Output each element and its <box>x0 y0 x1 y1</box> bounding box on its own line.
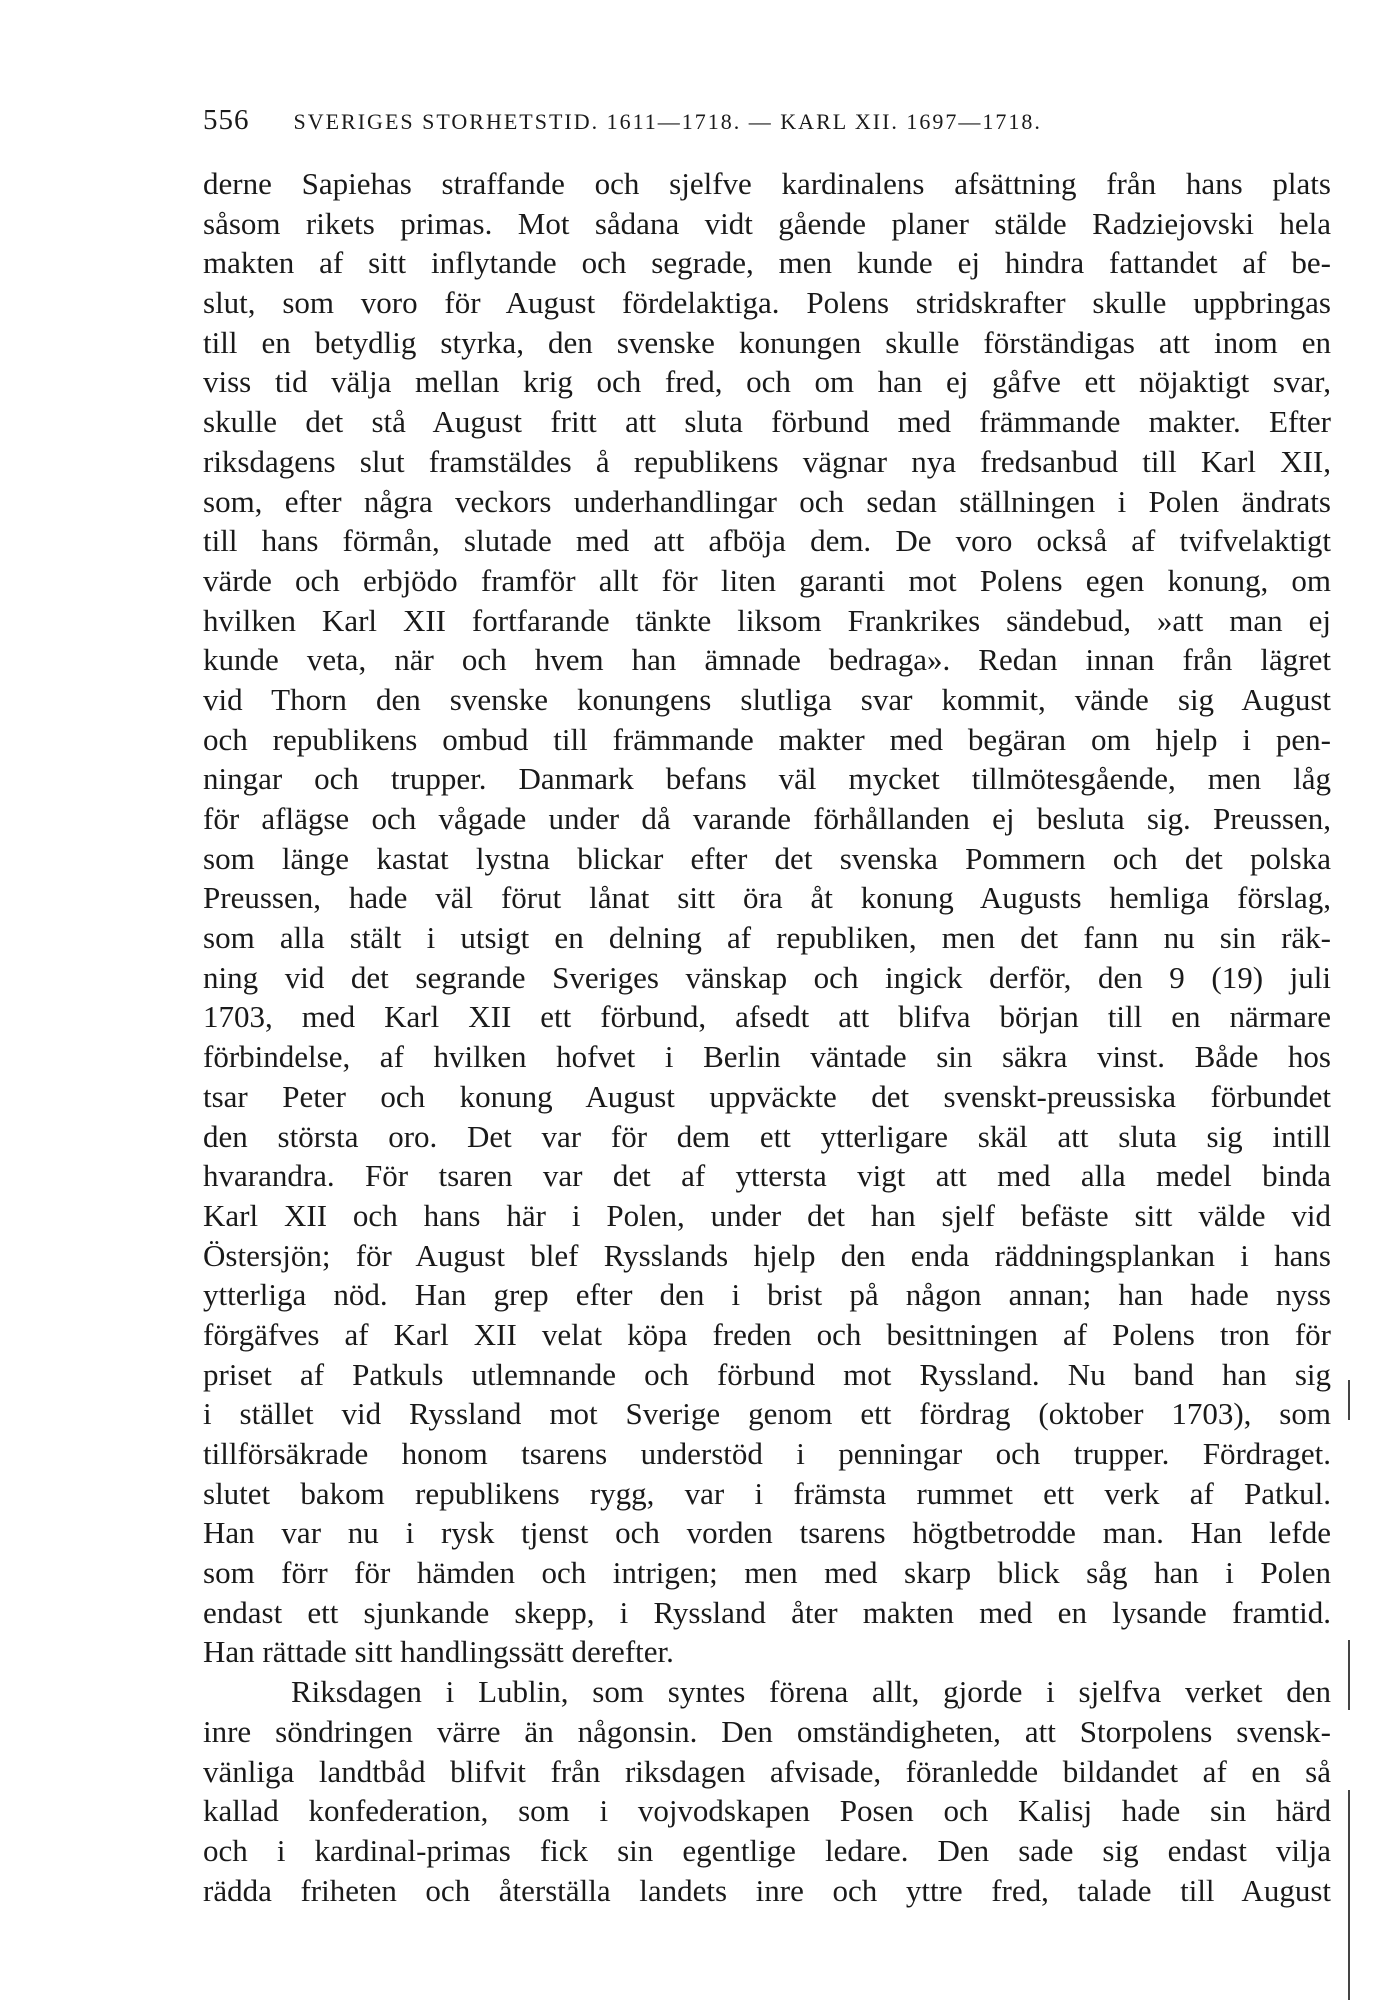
text-line: kunde veta, när och hvem han ämnade bedraga». Redan innan från lägret <box>203 642 1331 678</box>
text-line: vid Thorn den svenske konungens slutliga svar kommit, vände sig August <box>203 681 1331 717</box>
text-line: ningar och trupper. Danmark befans väl mycket tillmötesgående, men låg <box>203 761 1331 797</box>
text-line: som alla stält i utsigt en delning af republiken, men det fann nu sin räk- <box>203 920 1331 956</box>
margin-rule <box>1348 1640 1350 1710</box>
text-line: den största oro. Det var för dem ett ytterligare skäl att sluta sig intill <box>203 1118 1331 1154</box>
text-line: Preussen, hade väl förut lånat sitt öra åt konung Augusts hemliga förslag, <box>203 880 1331 916</box>
paragraph-2 <box>203 1672 1331 1910</box>
text-line: som, efter några veckors underhandlingar och sedan ställningen i Polen ändrats <box>203 483 1331 519</box>
text-line: tsar Peter och konung August uppväckte det svenskt-preussiska förbundet <box>203 1078 1331 1114</box>
text-line: viss tid välja mellan krig och fred, och om han ej gåfve ett nöjaktigt svar, <box>203 364 1331 400</box>
text-line: vänliga landtbåd blifvit från riksdagen afvisade, föranledde bildandet af en så <box>203 1753 1331 1789</box>
text-line: förbindelse, af hvilken hofvet i Berlin väntade sin säkra vinst. Både hos <box>203 1039 1331 1075</box>
body-text <box>203 164 1331 1910</box>
text-line: som länge kastat lystna blickar efter det svenska Pommern och det polska <box>203 840 1331 876</box>
text-line: Karl XII och hans här i Polen, under det han sjelf befäste sitt välde vid <box>203 1197 1331 1233</box>
text-line: 1703, med Karl XII ett förbund, afsedt att blifva början till en närmare <box>203 999 1331 1035</box>
text-line: och i kardinal-primas fick sin egentlige ledare. Den sade sig endast vilja <box>203 1832 1331 1868</box>
text-line: Han rättade sitt handlingssätt derefter. <box>203 1634 674 1670</box>
text-line: tillförsäkrade honom tsarens understöd i penningar och trupper. Fördraget. <box>203 1436 1331 1471</box>
text-line: kallad konfederation, som i vojvodskapen Posen och Kalisj hade sin härd <box>203 1793 1331 1829</box>
text-line: till en betydlig styrka, den svenske konungen skulle förständigas att inom en <box>203 324 1331 360</box>
page-number: 556 <box>203 104 250 136</box>
text-line: Östersjön; för August blef Rysslands hjelp den enda räddningsplankan i hans <box>203 1237 1331 1273</box>
text-line: rädda friheten och återställa landets inre och yttre fred, talade till August <box>203 1872 1331 1908</box>
text-line: för aflägse och vågade under då varande förhållanden ej besluta sig. Preussen, <box>203 801 1331 836</box>
text-line: hvarandra. För tsaren var det af yttersta vigt att med alla medel binda <box>203 1158 1331 1194</box>
text-line: makten af sitt inflytande och segrade, men kunde ej hindra fattandet af be- <box>203 245 1331 281</box>
text-line: inre söndringen värre än någonsin. Den omständigheten, att Storpolens svensk- <box>203 1713 1331 1749</box>
text-line: slut, som voro för August fördelaktiga. Polens stridskrafter skulle uppbringas <box>203 285 1331 321</box>
margin-rule <box>1348 1380 1350 1420</box>
text-line: i stället vid Ryssland mot Sverige genom ett fördrag (oktober 1703), som <box>203 1396 1331 1432</box>
paragraph-1 <box>203 164 1331 1672</box>
margin-rule <box>1348 1790 1350 2000</box>
text-line: förgäfves af Karl XII velat köpa freden och besittningen af Polens tron för <box>203 1316 1331 1352</box>
text-line: priset af Patkuls utlemnande och förbund mot Ryssland. Nu band han sig <box>203 1356 1331 1392</box>
text-line: ning vid det segrande Sveriges vänskap och ingick derför, den 9 (19) juli <box>203 959 1331 995</box>
text-line: såsom rikets primas. Mot sådana vidt gående planer stälde Radziejovski hela <box>203 205 1331 241</box>
text-line: endast ett sjunkande skepp, i Ryssland åter makten med en lysande framtid. <box>203 1594 1331 1630</box>
text-line: värde och erbjödo framför allt för liten garanti mot Polens egen konung, om <box>203 562 1331 598</box>
text-line: ytterliga nöd. Han grep efter den i brist på någon annan; han hade nyss <box>203 1277 1331 1313</box>
text-line: derne Sapiehas straffande och sjelfve kardinalens afsättning från hans plats <box>203 166 1331 201</box>
text-line: skulle det stå August fritt att sluta förbund med främmande makter. Efter <box>203 404 1331 440</box>
text-line: och republikens ombud till främmande makter med begäran om hjelp i pen- <box>203 721 1331 757</box>
text-line: hvilken Karl XII fortfarande tänkte liksom Frankrikes sändebud, »att man ej <box>203 602 1331 638</box>
text-line: riksdagens slut framstäldes å republikens vägnar nya fredsanbud till Karl XII, <box>203 443 1331 479</box>
text-line: Riksdagen i Lublin, som syntes förena allt, gjorde i sjelfva verket den <box>291 1674 1331 1710</box>
text-line: Han var nu i rysk tjenst och vorden tsarens högtbetrodde man. Han lefde <box>203 1515 1331 1551</box>
running-head <box>203 104 1323 144</box>
running-title: SVERIGES STORHETSTID. 1611—1718. — KARL XII. 1697—1718. <box>293 109 1042 134</box>
text-line: som förr för hämden och intrigen; men med skarp blick såg han i Polen <box>203 1555 1331 1591</box>
text-line: slutet bakom republikens rygg, var i främsta rummet ett verk af Patkul. <box>203 1475 1331 1511</box>
text-line: till hans förmån, slutade med att afböja dem. De voro också af tvifvelaktigt <box>203 523 1331 559</box>
